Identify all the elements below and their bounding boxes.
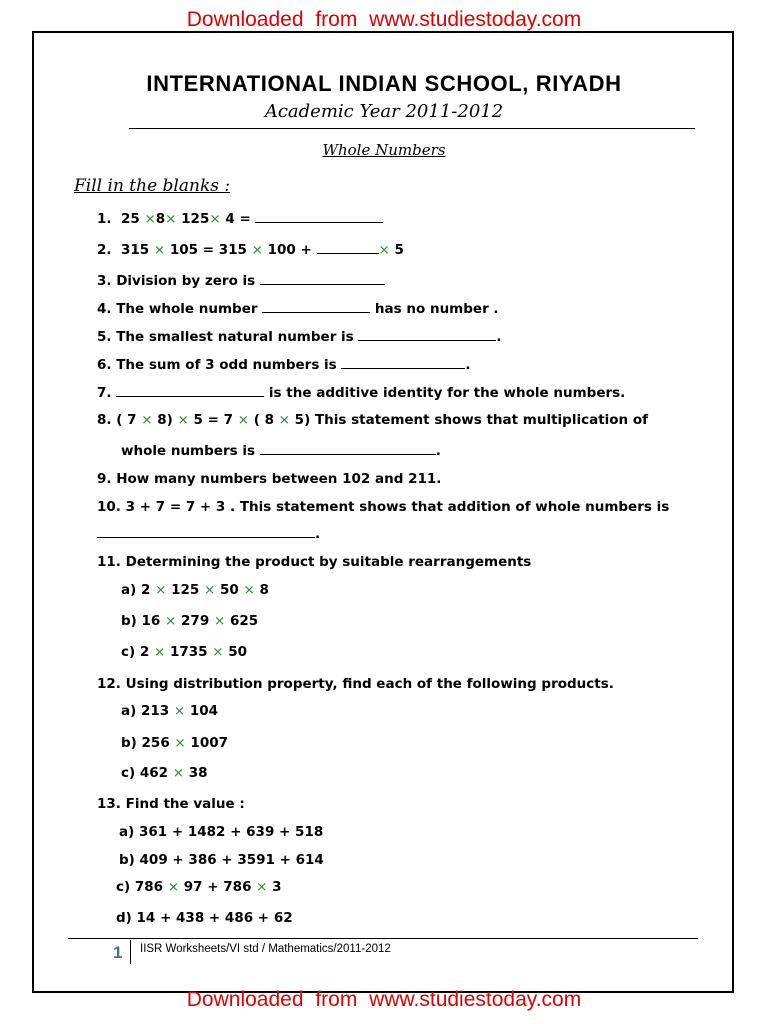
question-7: 7. is the additive identity for the whole numbers. <box>97 385 626 401</box>
school-title: INTERNATIONAL INDIAN SCHOOL, RIYADH <box>146 71 622 96</box>
times-icon: × <box>256 879 268 895</box>
question-13-b: b) 409 + 386 + 3591 + 614 <box>119 852 324 868</box>
answer-blank[interactable] <box>317 242 379 254</box>
answer-blank[interactable] <box>260 273 385 285</box>
times-icon: × <box>213 613 226 629</box>
question-10: 10. 3 + 7 = 7 + 3 . This statement shows that addition of whole numbers is <box>97 499 670 515</box>
question-13-c: c) 786 × 97 + 786 × 3 <box>116 879 282 895</box>
times-icon: × <box>144 211 156 227</box>
question-3: 3. Division by zero is <box>97 273 694 289</box>
question-13-d: d) 14 + 438 + 486 + 62 <box>116 910 293 926</box>
question-4: 4. The whole number has no number . <box>97 301 499 317</box>
page-number: 1 <box>113 943 123 962</box>
times-icon: × <box>174 735 186 751</box>
answer-blank[interactable] <box>260 443 436 455</box>
answer-blank[interactable] <box>97 526 315 538</box>
footer-text: IISR Worksheets/VI std / Mathematics/2011-2012 <box>140 943 391 955</box>
times-icon: × <box>141 412 153 428</box>
times-icon: × <box>237 412 249 428</box>
question-8-line-2: whole numbers is . <box>121 443 441 459</box>
footer-divider <box>68 938 698 939</box>
times-icon: × <box>378 242 390 258</box>
answer-blank[interactable] <box>262 301 370 313</box>
question-11-a: a) 2 × 125 × 50 × 8 <box>121 582 269 598</box>
section-heading: Fill in the blanks : <box>74 176 231 196</box>
download-banner-bottom: Downloaded from www.studiestoday.com <box>186 988 582 1011</box>
question-12-a: a) 213 × 104 <box>121 703 219 719</box>
question-8: 8. ( 7 × 8) × 5 = 7 × ( 8 × 5) This statement shows that multiplication of <box>97 412 649 428</box>
question-13: 13. Find the value : <box>97 796 245 812</box>
times-icon: × <box>243 582 255 598</box>
question-1: 1. 25 ×8× 125× 4 = <box>97 211 694 227</box>
question-11: 11. Determining the product by suitable rearrangements <box>97 554 532 570</box>
times-icon: × <box>251 242 263 258</box>
times-icon: × <box>165 613 177 629</box>
question-5: 5. The smallest natural number is . <box>97 329 502 345</box>
times-icon: × <box>172 765 185 781</box>
answer-blank[interactable] <box>116 385 264 397</box>
question-12: 12. Using distribution property, find each of the following products. <box>97 676 614 692</box>
times-icon: × <box>153 242 166 258</box>
question-13-a: a) 361 + 1482 + 639 + 518 <box>119 824 324 840</box>
topic-title: Whole Numbers <box>322 141 446 159</box>
times-icon: × <box>209 211 221 227</box>
academic-year: Academic Year 2011-2012 <box>264 101 504 122</box>
times-icon: × <box>177 412 189 428</box>
question-11-b: b) 16 × 279 × 625 <box>121 613 259 629</box>
question-6: 6. The sum of 3 odd numbers is . <box>97 357 471 373</box>
times-icon: × <box>153 644 166 660</box>
question-12-b: b) 256 × 1007 <box>121 735 229 751</box>
times-icon: × <box>203 582 216 598</box>
times-icon: × <box>173 703 186 719</box>
times-icon: × <box>167 879 180 895</box>
header-divider <box>129 128 695 129</box>
question-12-c: c) 462 × 38 <box>121 765 208 781</box>
question-11-c: c) 2 × 1735 × 50 <box>121 644 248 660</box>
question-10-line-2: . <box>97 526 694 542</box>
answer-blank[interactable] <box>341 357 465 369</box>
footer-separator <box>130 940 131 964</box>
times-icon: × <box>165 211 177 227</box>
question-2: 2. 315 × 105 = 315 × 100 + × 5 <box>97 242 404 258</box>
answer-blank[interactable] <box>255 211 383 223</box>
download-banner-top: Downloaded from www.studiestoday.com <box>186 8 582 31</box>
times-icon: × <box>278 412 290 428</box>
answer-blank[interactable] <box>358 329 496 341</box>
question-9: 9. How many numbers between 102 and 211. <box>97 471 442 487</box>
times-icon: × <box>155 582 167 598</box>
times-icon: × <box>212 644 224 660</box>
